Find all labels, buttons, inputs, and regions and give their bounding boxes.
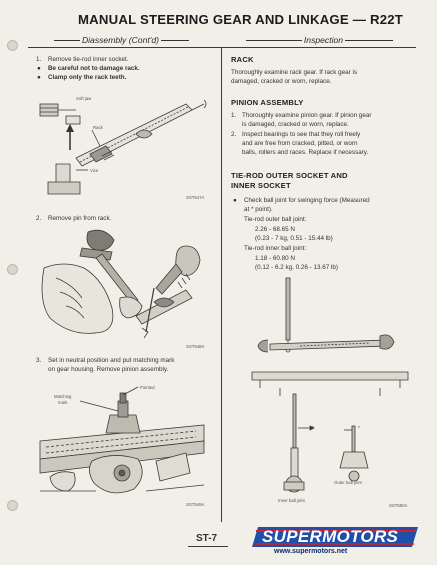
pinion-item-2-line-1: Inspect bearings to see that they roll freely (242, 131, 361, 138)
punch-hole (7, 40, 18, 51)
watermark-brand: SUPERMOTORS (262, 527, 399, 546)
outer-joint-label: Tie-rod outer ball joint: (244, 216, 307, 223)
fig3-code: SST549A (186, 502, 205, 507)
header-rule (28, 47, 416, 48)
punch-hole (7, 264, 18, 275)
rack-text-line-2: damaged, cracked or worn, replace. (231, 78, 332, 85)
pinion-item-2-line-3: balls, rollers and races. Replace if necessary. (242, 149, 369, 156)
tierod-heading-line-2: INNER SOCKET (231, 181, 291, 190)
ball-joint-measurement-illustration (240, 276, 420, 504)
pinion-item-1-number: 1. (231, 112, 237, 119)
svg-text:*: * (358, 426, 360, 432)
bullet-icon: ● (37, 74, 41, 81)
fig1-label-rack: Rack (93, 125, 103, 130)
pinion-heading: PINION ASSEMBLY (231, 98, 304, 107)
inner-joint-label: Tie-rod inner ball joint: (244, 245, 307, 252)
step-3-line-1: Set in neutral position and put matching mark (48, 357, 175, 364)
column-divider (221, 47, 222, 522)
rack-text-line-1: Thoroughly examine rack gear. If rack gear is (231, 69, 357, 76)
outer-joint-kg-lb: (0.23 - 7 kg, 0.51 - 15.44 lb) (255, 235, 333, 242)
pinion-item-1-line-1: Thoroughly examine pinion gear. If pinion gear (242, 112, 372, 119)
bullet-2-text: Clamp only the rack teeth. (48, 74, 127, 81)
punch-hole (7, 500, 18, 511)
fig1-code: SST547A (186, 195, 205, 200)
pinion-item-2-number: 2. (231, 131, 237, 138)
bullet-icon: ● (233, 197, 237, 204)
left-section-title: Diassembly (Cont'd) (81, 35, 160, 45)
fig3-label-matching: Matching (54, 394, 72, 399)
bullet-icon: ● (37, 65, 41, 72)
rack-vice-illustration (36, 86, 208, 198)
tierod-heading-line-1: TIE-ROD OUTER SOCKET AND (231, 171, 348, 180)
footer-rule (188, 546, 228, 547)
step-3-number: 3. (36, 357, 42, 364)
fig4-code: SST550A (389, 503, 408, 508)
fig3-label-mark: mark (58, 400, 68, 405)
pinion-item-2-line-2: and are free from cracked, pitted, or worn (242, 140, 358, 147)
fig3-label-pointed: Pointed (140, 385, 155, 390)
check-line-1: Check ball joint for swinging force (Measured (244, 197, 370, 204)
fig4-label-inner: Inner ball joint (278, 498, 305, 503)
step-2-text: Remove pin from rack. (48, 215, 112, 222)
step-3-line-2: on gear housing. Remove pinion assembly. (48, 366, 169, 373)
page-title: MANUAL STEERING GEAR AND LINKAGE — R22T (78, 12, 404, 27)
watermark-url[interactable]: www.supermotors.net (274, 548, 348, 555)
fig4-label-outer: Outer ball joint (334, 480, 362, 485)
step-1-text: Remove tie-rod inner socket. (48, 56, 129, 63)
right-section-title: Inspection (303, 35, 344, 45)
fig1-label-vice: Vice (90, 168, 99, 173)
remove-pin-illustration (36, 228, 208, 346)
rack-heading: RACK (231, 55, 254, 64)
pinion-item-1-line-2: is damaged, cracked or worn, replace. (242, 121, 349, 128)
left-section-header (30, 35, 213, 45)
svg-text:*: * (312, 426, 314, 432)
outer-joint-newtons: 2.26 - 68.65 N (255, 226, 295, 233)
inner-joint-kg-lb: (0.12 - 6.2 kg, 0.26 - 13.67 lb) (255, 264, 338, 271)
gear-housing-illustration (36, 381, 208, 505)
fig2-code: SST548A (186, 344, 205, 349)
page-number: ST-7 (196, 533, 218, 544)
step-1-number: 1. (36, 56, 42, 63)
inner-joint-newtons: 1.18 - 60.80 N (255, 255, 295, 262)
bullet-1-text: Be careful not to damage rack. (48, 65, 140, 72)
right-section-header (223, 35, 416, 45)
fig1-label-soft-jaw: Soft jaw (76, 96, 92, 101)
check-line-2: at * point). (244, 206, 273, 213)
step-2-number: 2. (36, 215, 42, 222)
